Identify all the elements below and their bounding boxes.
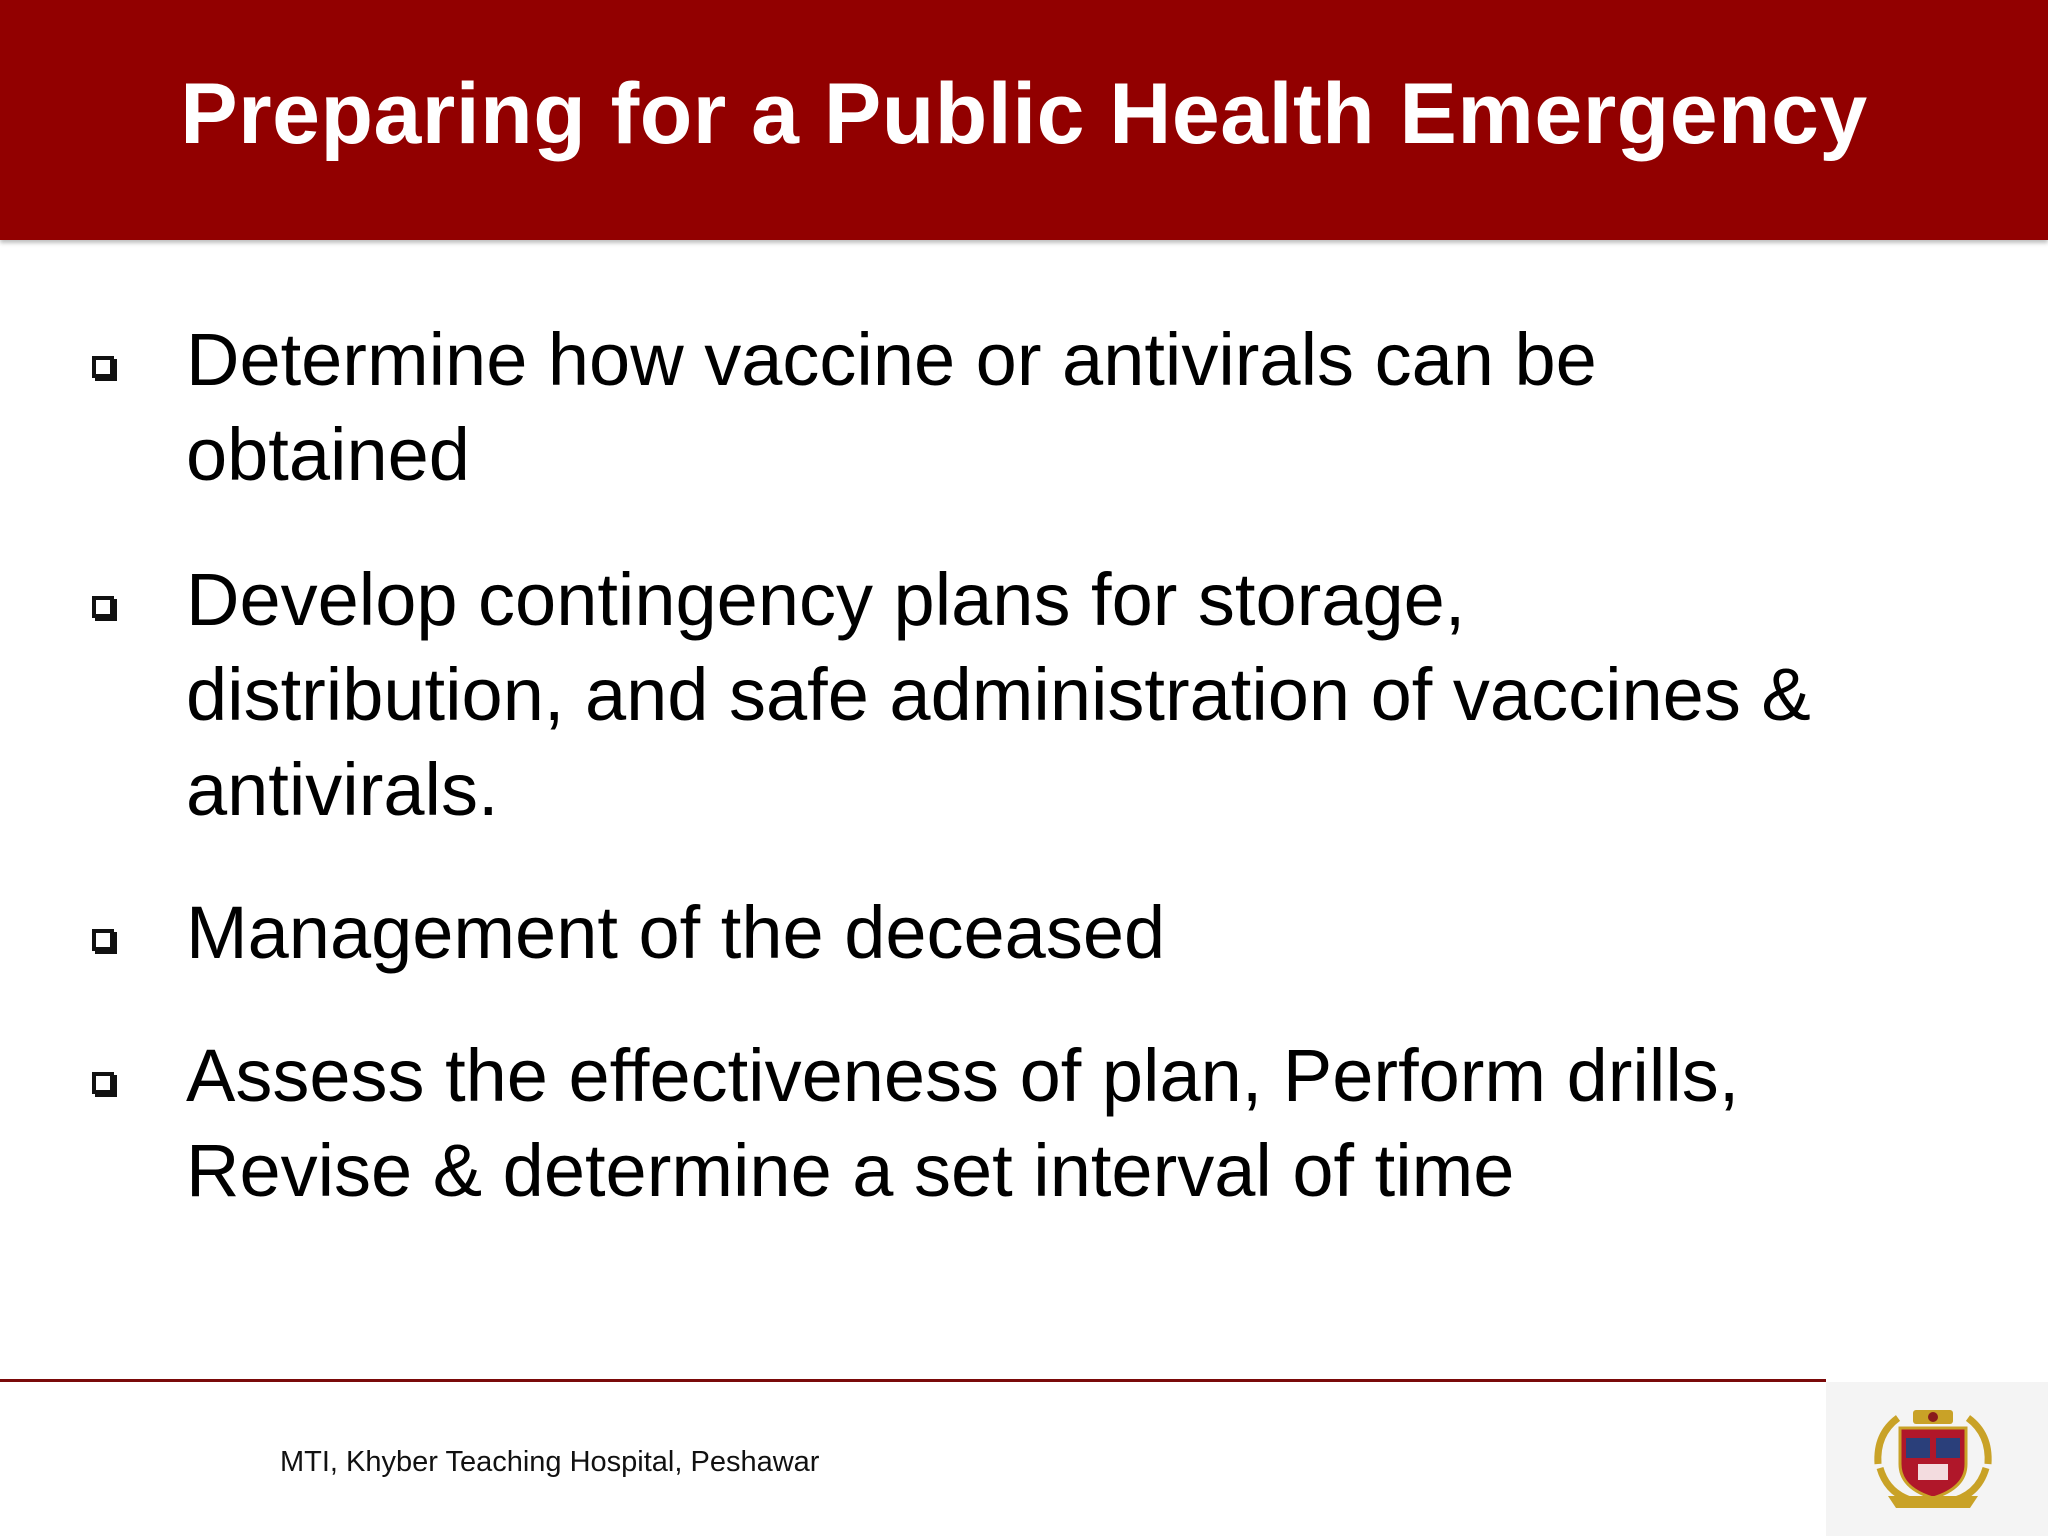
square-outline-icon — [92, 596, 114, 618]
bullet-item — [92, 552, 1992, 837]
square-outline-icon — [92, 356, 114, 378]
bullet-line: Revise & determine a set interval of time — [186, 1129, 1515, 1212]
bullet-line: antivirals. — [186, 748, 499, 831]
bullet-line: Determine how vaccine or antivirals can be — [186, 318, 1597, 401]
footer-divider — [0, 1379, 1826, 1382]
square-outline-icon — [92, 1072, 114, 1094]
bullet-line: Management of the deceased — [186, 891, 1166, 974]
square-outline-icon — [92, 929, 114, 951]
bullet-item — [92, 1028, 1992, 1218]
slide-title: Preparing for a Public Health Emergency — [180, 65, 1868, 162]
bullet-line: distribution, and safe administration of vaccines & — [186, 653, 1811, 736]
footer-institution: MTI, Khyber Teaching Hospital, Peshawar — [280, 1446, 820, 1478]
bullet-line: Assess the effectiveness of plan, Perform drills, — [186, 1034, 1740, 1117]
title-bar — [0, 0, 2048, 240]
hospital-crest-logo — [1858, 1404, 2008, 1514]
bullet-line: Develop contingency plans for storage, — [186, 558, 1466, 641]
bullet-line: obtained — [186, 413, 470, 496]
bullet-text — [186, 1028, 1986, 1218]
bullet-text — [186, 312, 1986, 502]
logo-panel — [1826, 1382, 2048, 1536]
bullet-text — [186, 885, 1986, 980]
bullet-item — [92, 312, 1992, 502]
bullet-text — [186, 552, 1986, 837]
bullet-item — [92, 885, 1992, 980]
